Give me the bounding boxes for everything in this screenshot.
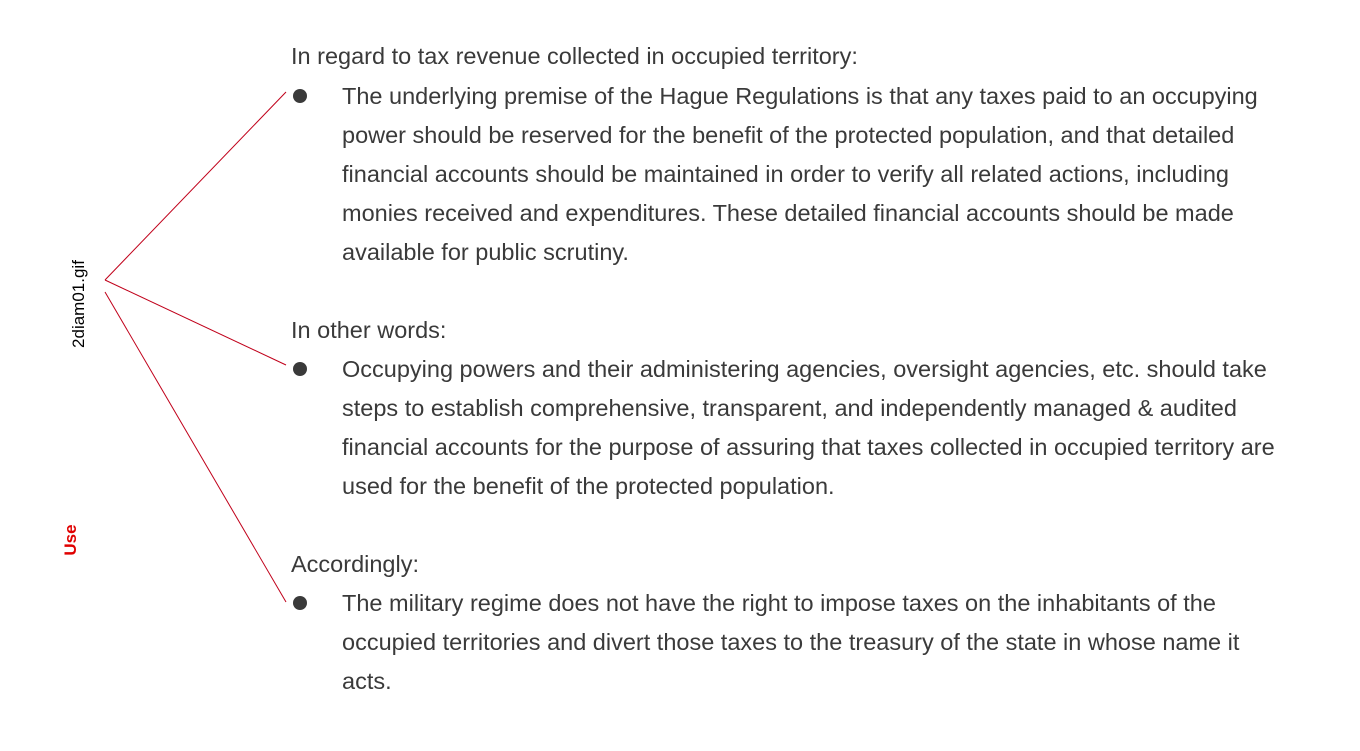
section-heading-2: In other words: — [291, 317, 447, 343]
bullet-dot-icon — [293, 362, 307, 376]
connector-line-1 — [105, 92, 286, 280]
use-label: Use — [61, 524, 80, 556]
connector-line-2 — [105, 280, 286, 365]
bullet-text-2: Occupying powers and their administering agencies, oversight agencies, etc. should take steps to establish comprehensive, transparent, and independently managed & audited financial accounts for the purpose of assuring that taxes collected in occupied territory are used for the benefit of the protected population. — [342, 356, 1275, 499]
bullet-dot-icon — [293, 596, 307, 610]
bullet-text-3: The military regime does not have the right to impose taxes on the inhabitants of the occupied territories and divert those taxes to the treasury of the state in whose name it acts. — [342, 590, 1240, 694]
section-heading-3: Accordingly: — [291, 551, 419, 577]
section-heading-1: In regard to tax revenue collected in occupied territory: — [291, 43, 858, 69]
bullet-text-1: The underlying premise of the Hague Regulations is that any taxes paid to an occupying power should be reserved for the benefit of the protected population, and that detailed financial accounts should be maintained in order to verify all related actions, including monies received and expenditures. These detailed financial accounts should be made available for public scrutiny. — [342, 83, 1258, 265]
connector-line-3 — [105, 292, 286, 602]
file-name-label: 2diam01.gif — [69, 260, 88, 348]
bullet-dot-icon — [293, 89, 307, 103]
